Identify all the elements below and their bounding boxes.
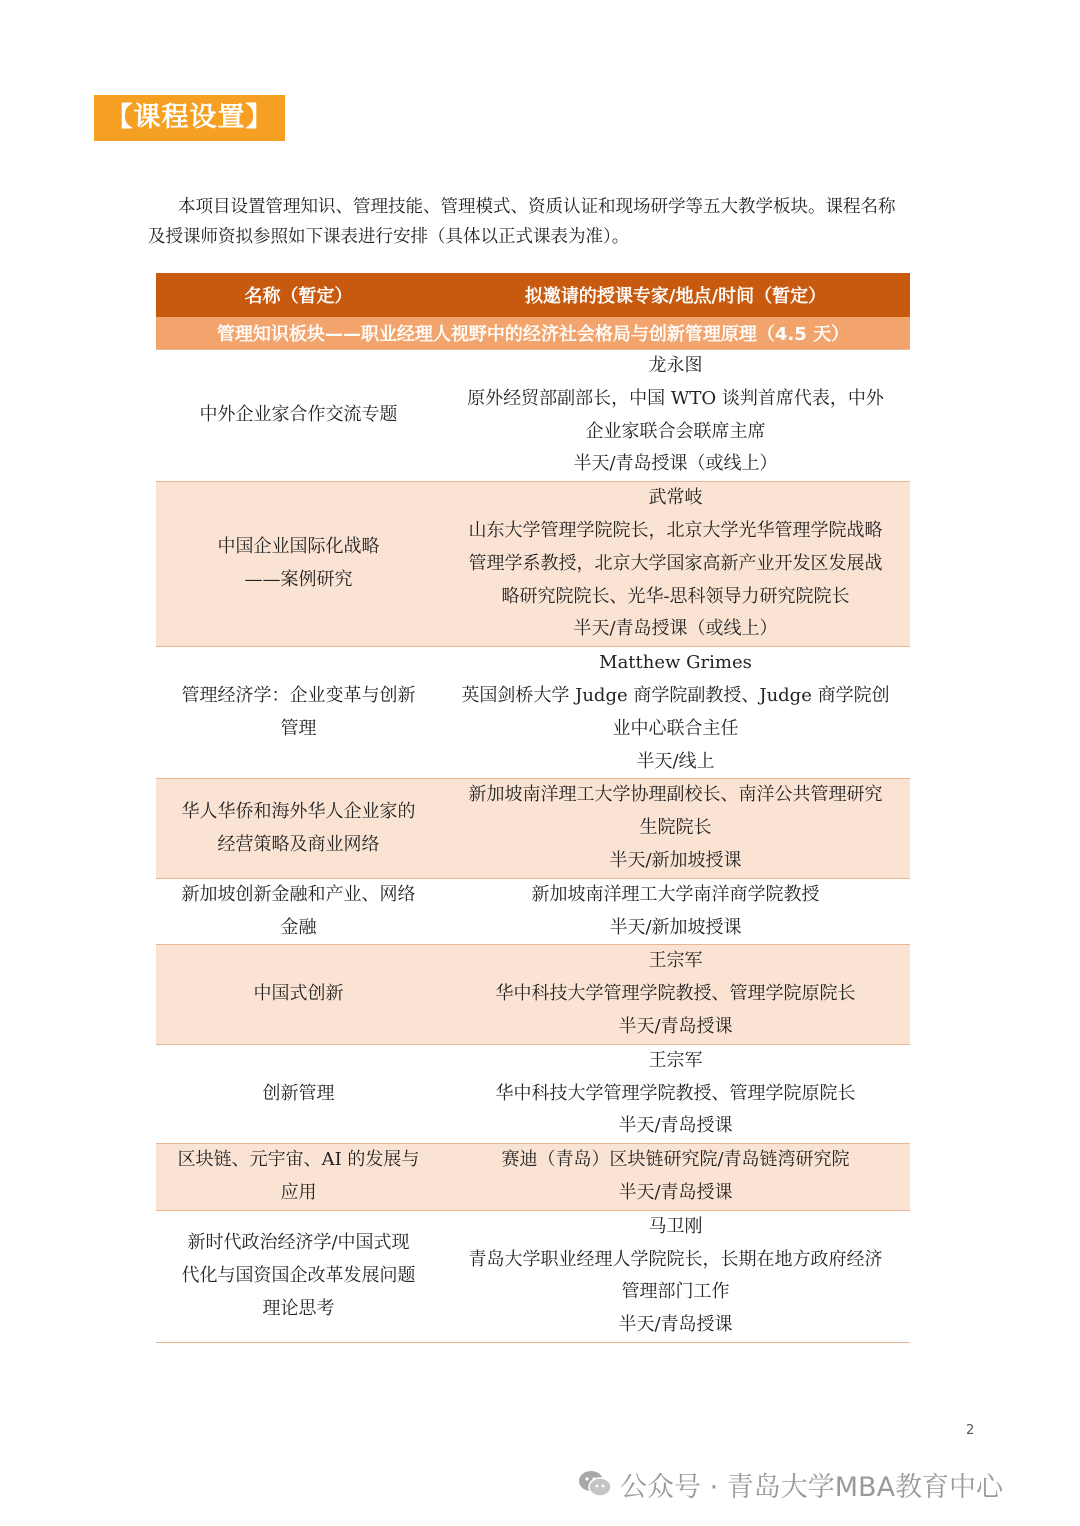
course-details-line: 半天/青岛授课（或线上） [573,618,778,640]
course-name-line: 中外企业家合作交流专题 [199,404,398,426]
section-row [156,317,910,350]
page-number: 2 [966,1423,975,1438]
course-details-line: 赛迪（青岛）区块链研究院/青岛链湾研究院 [501,1149,850,1171]
course-name-line: 代化与国资国企改革发展问题 [181,1264,416,1286]
course-name-line: 中国式创新 [253,983,344,1005]
course-details-cell [441,945,910,1044]
course-details-line: 英国剑桥大学 Judge 商学院副教授、Judge 商学院创 [461,684,890,706]
course-details-line: 武常岐 [648,487,703,509]
table-row [156,482,910,647]
course-name-cell [156,1044,441,1143]
course-details-cell [441,779,910,878]
section-title: 【课程设置】 [94,95,285,141]
course-details-line: 半天/青岛授课（或线上） [573,453,778,475]
course-details-cell [441,1044,910,1143]
course-details-line: 半天/线上 [636,750,715,772]
course-name-line: 理论思考 [262,1297,335,1319]
course-details-line: 业中心联合主任 [612,717,739,739]
table-row [156,647,910,779]
course-name-line: 经营策略及商业网络 [217,833,380,855]
header-details: 拟邀请的授课专家/地点/时间（暂定） [441,273,910,317]
watermark [578,1462,1003,1506]
course-details-line: 管理部门工作 [621,1281,730,1303]
course-details-line: 企业家联合会联席主席 [585,420,766,442]
course-details-line: 王宗军 [648,950,703,972]
course-details-line: 新加坡南洋理工大学协理副校长、南洋公共管理研究 [468,784,883,806]
course-details-line: Matthew Grimes [599,652,752,674]
table-row [156,1044,910,1143]
header-name: 名称（暂定） [156,273,441,317]
course-details-cell [441,1210,910,1342]
course-name-cell [156,350,441,482]
course-name-line: 管理经济学：企业变革与创新 [181,684,416,706]
course-details-line: 半天/青岛授课 [618,1015,733,1037]
course-details-line: 山东大学管理学院院长，北京大学光华管理学院战略 [468,519,883,541]
wechat-icon [578,1469,612,1499]
course-details-line: 略研究院院长、光华-思科领导力研究院院长 [501,585,850,607]
course-name-line: 区块链、元宇宙、AI 的发展与 [177,1149,420,1171]
course-name-line: 金融 [280,916,317,938]
table-row [156,779,910,878]
course-details-line: 马卫刚 [648,1215,703,1237]
course-details-line: 半天/青岛授课 [618,1314,733,1336]
course-details-line: 生院院长 [639,817,712,839]
table-row [156,945,910,1044]
intro-paragraph [148,192,948,252]
course-details-line: 华中科技大学管理学院教授、管理学院原院长 [495,1082,856,1104]
course-name-cell [156,1144,441,1211]
course-details-cell [441,1144,910,1211]
course-details-line: 半天/青岛授课 [618,1181,733,1203]
course-name-line: 应用 [280,1181,317,1203]
course-name-line: 创新管理 [262,1082,335,1104]
course-details-cell [441,482,910,647]
course-details-line: 半天/新加坡授课 [609,916,742,938]
course-details-line: 王宗军 [648,1049,703,1071]
course-name-line: 新加坡创新金融和产业、网络 [181,883,416,905]
course-details-cell [441,350,910,482]
course-details-line: 半天/青岛授课 [618,1115,733,1137]
table-row [156,350,910,482]
course-details-line: 管理学系教授，北京大学国家高新产业开发区发展战 [468,552,883,574]
course-name-line: ——案例研究 [244,569,353,591]
intro-line-2: 及授课师资拟参照如下课表进行安排（具体以正式课表为准）。 [148,227,630,247]
table-row [156,1210,910,1342]
course-name-cell [156,779,441,878]
course-table [156,273,910,1343]
course-name-line: 管理 [280,717,317,739]
table-header-row [156,273,910,317]
intro-line-1: 本项目设置管理知识、管理技能、管理模式、资质认证和现场研学等五大教学板块。课程名称 [178,197,896,217]
course-details-cell [441,647,910,779]
course-details-line: 龙永图 [648,355,703,376]
course-details-cell [441,878,910,945]
table-row [156,878,910,945]
watermark-text: 公众号 · 青岛大学MBA教育中心 [620,1471,1004,1503]
course-name-cell [156,945,441,1044]
course-details-line: 华中科技大学管理学院教授、管理学院原院长 [495,983,856,1005]
course-details-line: 半天/新加坡授课 [609,849,742,871]
course-name-cell [156,482,441,647]
course-name-line: 中国企业国际化战略 [217,536,380,558]
course-name-cell [156,878,441,945]
course-details-line: 原外经贸部副部长，中国 WTO 谈判首席代表，中外 [467,387,884,409]
section-row-label: 管理知识板块——职业经理人视野中的经济社会格局与创新管理原理（4.5 天） [156,317,910,350]
table-row [156,1144,910,1211]
course-name-cell [156,647,441,779]
course-name-line: 新时代政治经济学/中国式现 [187,1232,410,1254]
course-name-cell [156,1210,441,1342]
course-details-line: 青岛大学职业经理人学院院长，长期在地方政府经济 [468,1248,883,1270]
course-name-line: 华人华侨和海外华人企业家的 [181,800,416,822]
course-details-line: 新加坡南洋理工大学南洋商学院教授 [531,883,820,905]
